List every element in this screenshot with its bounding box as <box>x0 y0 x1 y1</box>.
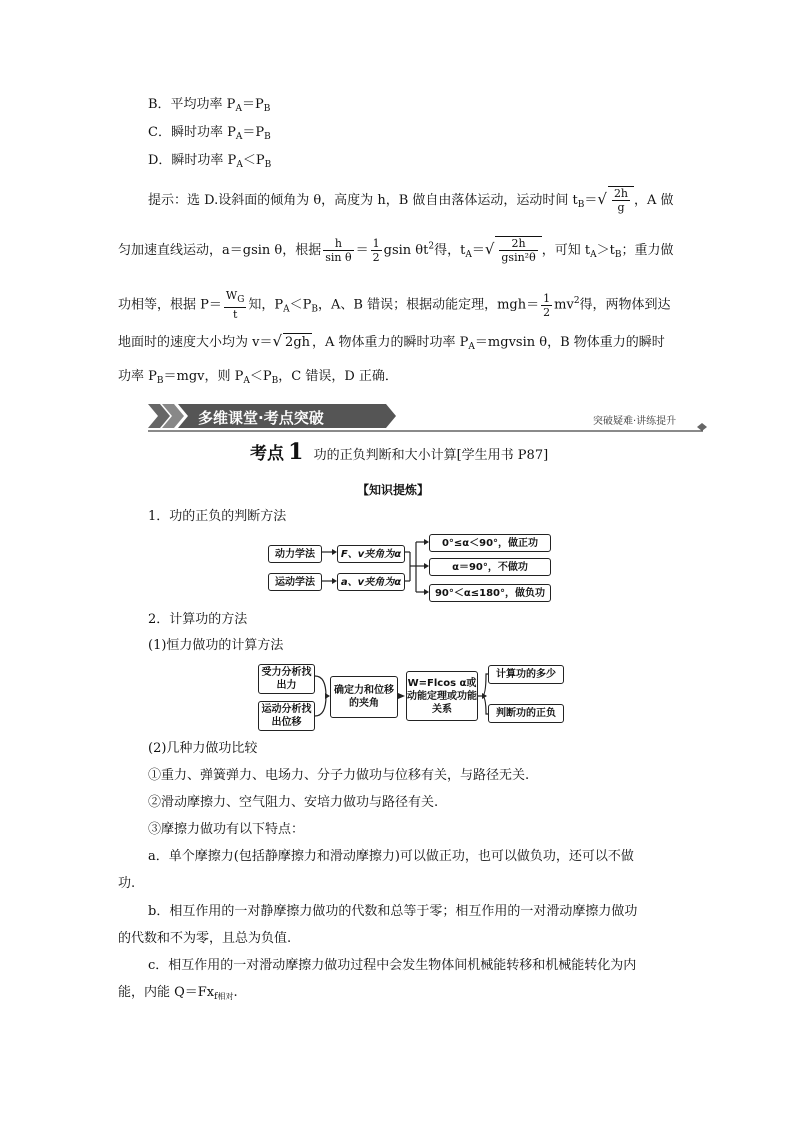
part2-sub2: (2)几种力做功比较 <box>148 741 258 756</box>
friction-a-line-2: 功. <box>118 876 136 891</box>
section-subheading: 【知识提炼】 <box>357 483 430 497</box>
hint-line-1: 提示：选 D.设斜面的倾角为 θ，高度为 h，B 做自由落体运动，运动时间 $t_B=√$ $\frac{2h}{g}$ ，A 做 <box>148 187 674 214</box>
friction-a-line-1: a．单个摩擦力(包括静摩擦力和滑动摩擦力)可以做正功，也可以做负功，还可以不做 <box>148 849 634 864</box>
friction-c-line-2: 能，内能 $Q=Fx_{f相对}$. <box>118 985 238 1002</box>
section-title: 功的正负判断和大小计算[学生用书 P87] <box>313 448 549 463</box>
hint-line-5: 功率 $P_B=mgv$，则 $P_A<P_B$，C 错误，D 正确． <box>118 369 398 386</box>
hint-line-2: 匀加速直线运动，a＝gsin θ，根据 $\frac{h}{\text{sin θ}}$ ＝ $\frac{1}{2}$ gsin $\theta t^2$得，$t_A=√$ $\frac{2h}{\text{gsin²θ}}$ ，可知 $t_A>t_B$；重力做 <box>118 237 674 264</box>
result-zero-box: α＝90°，不做功 <box>429 558 551 576</box>
hint-line-4: 地面时的速度大小均为 v＝√ 2gh ，A 物体重力的瞬时功率 $P_A=mgvsin$ θ，B 物体重力的瞬时 <box>118 332 665 352</box>
section-banner <box>148 402 708 432</box>
angle-box: 确定力和位移的夹角 <box>330 676 398 718</box>
method-kinematics-box: 运动学法 <box>268 573 322 591</box>
section-number: 1 <box>288 439 304 465</box>
friction-b-line-1: b．相互作用的一对静摩擦力做功的代数和总等于零；相互作用的一对滑动摩擦力做功 <box>148 904 638 919</box>
part1-heading: 1．功的正负的判断方法 <box>148 509 287 524</box>
section-label: 考点 <box>250 444 284 464</box>
compare-item-1: ①重力、弹簧弹力、电场力、分子力做功与位移有关，与路径无关. <box>148 768 530 783</box>
force-analysis-box: 受力分析找出力 <box>258 664 315 694</box>
result-positive-box: 0°≤α＜90°，做正功 <box>429 534 551 552</box>
banner-title: 多维课堂·考点突破 <box>198 409 324 427</box>
method-dynamics-box: 动力学法 <box>268 545 322 563</box>
compute-work-box: 计算功的多少 <box>488 665 564 684</box>
formula-box: W=Flcos α或动能定理或功能关系 <box>406 671 478 721</box>
angle-accel-box: a、v夹角为α <box>337 573 405 591</box>
section-heading <box>250 439 549 465</box>
result-negative-box: 90°＜α≤180°，做负功 <box>429 584 551 602</box>
compare-item-2: ②滑动摩擦力、空气阻力、安培力做功与路径有关. <box>148 795 439 810</box>
option-b: B．平均功率 $P_A=P_B$ <box>148 97 271 114</box>
angle-force-box: F、v夹角为α <box>337 545 405 563</box>
judge-sign-box: 判断功的正负 <box>488 704 564 723</box>
part2-sub1: (1)恒力做功的计算方法 <box>148 638 284 653</box>
option-c: C．瞬时功率 $P_A=P_B$ <box>148 125 271 142</box>
motion-analysis-box: 运动分析找出位移 <box>258 701 315 731</box>
part2-heading: 2．计算功的方法 <box>148 612 248 627</box>
compare-item-3: ③摩擦力做功有以下特点： <box>148 822 305 837</box>
banner-right: 突破疑难·讲练提升 <box>593 416 677 427</box>
option-d: D．瞬时功率 $P_A<P_B$ <box>148 153 272 170</box>
friction-c-line-1: c．相互作用的一对滑动摩擦力做功过程中会发生物体间机械能转移和机械能转化为内 <box>148 958 637 973</box>
hint-line-3: 功相等，根据 P＝ $\frac{W_G}{t}$ 知，$P_A<P_B$，A、B 错误；根据动能定理，mgh＝ $\frac{1}{2}$ $mv^2$得，两物体到达 <box>118 289 671 321</box>
friction-b-line-2: 的代数和不为零，且总为负值. <box>118 931 292 946</box>
